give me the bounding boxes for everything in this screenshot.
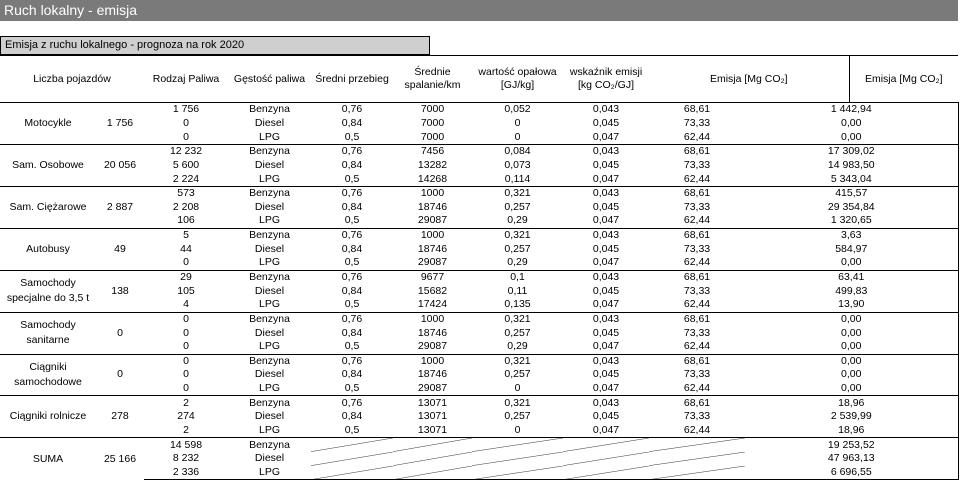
fuel-emission: 18,96 bbox=[838, 424, 865, 437]
table-row bbox=[0, 242, 958, 256]
fuel-count: 105 bbox=[177, 284, 195, 297]
avg-consumption: 0 bbox=[514, 382, 521, 395]
vehicle-category: Ciągniki samochodowe bbox=[0, 354, 96, 396]
vehicle-category: Autobusy bbox=[0, 228, 96, 270]
fuel-density: 0,5 bbox=[344, 424, 360, 437]
fuel-type: Benzyna bbox=[228, 144, 311, 158]
calorific-value: 0,045 bbox=[592, 200, 620, 213]
fuel-type: LPG bbox=[228, 466, 311, 480]
calorific-value: 0,045 bbox=[592, 284, 620, 297]
sheet-title: Ruch lokalny - emisja bbox=[0, 0, 958, 21]
avg-consumption: 0,052 bbox=[472, 103, 563, 117]
calorific-value: 0,043 bbox=[563, 396, 649, 410]
fuel-density: 0,84 bbox=[341, 200, 363, 213]
avg-mileage: 13282 bbox=[417, 158, 448, 171]
calorific-value: 0,043 bbox=[563, 144, 649, 158]
avg-mileage: 13071 bbox=[393, 396, 472, 410]
fuel-emission: 1 442,94 bbox=[745, 103, 958, 117]
table-row bbox=[0, 103, 958, 117]
fuel-type: Diesel bbox=[254, 158, 285, 171]
avg-mileage: 29087 bbox=[417, 214, 448, 227]
fuel-emission: 2 539,99 bbox=[830, 410, 872, 423]
fuel-emission: 0,00 bbox=[745, 312, 958, 326]
table-row bbox=[0, 144, 958, 158]
fuel-density: 0,5 bbox=[344, 172, 360, 185]
fuel-count: 274 bbox=[177, 410, 195, 423]
calorific-value: 0,045 bbox=[592, 116, 620, 129]
table-row bbox=[0, 354, 958, 368]
avg-consumption: 0 bbox=[514, 116, 521, 129]
empty-cell bbox=[649, 438, 745, 452]
fuel-density: 0,5 bbox=[344, 382, 360, 395]
calorific-value: 0,043 bbox=[563, 270, 649, 284]
fuel-type: Diesel bbox=[254, 368, 285, 381]
fuel-emission: 415,57 bbox=[745, 186, 958, 200]
fuel-emission: 18,96 bbox=[745, 396, 958, 410]
vehicle-count: 138 bbox=[96, 270, 144, 312]
cross-hatch-icon bbox=[649, 452, 745, 466]
empty-cell bbox=[563, 438, 649, 452]
emission-factor: 68,61 bbox=[649, 396, 745, 410]
emission-factor: 68,61 bbox=[649, 186, 745, 200]
fuel-type: Benzyna bbox=[228, 312, 311, 326]
fuel-type: Diesel bbox=[254, 452, 285, 465]
emission-factor: 68,61 bbox=[649, 354, 745, 368]
avg-consumption: 0,321 bbox=[472, 396, 563, 410]
vehicle-category: Samochody sanitarne bbox=[0, 312, 96, 354]
fuel-count: 1 756 bbox=[144, 103, 228, 117]
table-row bbox=[0, 214, 958, 228]
emission-factor: 73,33 bbox=[683, 158, 711, 171]
fuel-type: Diesel bbox=[254, 410, 285, 423]
emission-factor: 62,44 bbox=[683, 172, 711, 185]
fuel-emission: 0,00 bbox=[841, 340, 862, 353]
avg-consumption: 0 bbox=[514, 424, 521, 437]
calorific-value: 0,045 bbox=[592, 368, 620, 381]
calorific-value: 0,043 bbox=[563, 228, 649, 242]
table-row bbox=[0, 396, 958, 410]
fuel-density: 0,84 bbox=[341, 284, 363, 297]
fuel-density: 0,76 bbox=[311, 103, 393, 117]
fuel-count: 0 bbox=[144, 354, 228, 368]
empty-cell bbox=[472, 452, 563, 466]
fuel-type: Benzyna bbox=[228, 354, 311, 368]
fuel-count: 0 bbox=[183, 382, 189, 395]
table-row bbox=[0, 159, 958, 173]
fuel-emission: 0,00 bbox=[745, 354, 958, 368]
fuel-emission: 5 343,04 bbox=[830, 172, 872, 185]
emission-factor: 62,44 bbox=[683, 256, 711, 269]
avg-mileage: 17424 bbox=[417, 298, 448, 311]
table-row bbox=[0, 130, 958, 144]
emission-factor: 62,44 bbox=[683, 424, 711, 437]
fuel-density: 0,84 bbox=[341, 410, 363, 423]
fuel-emission: 499,83 bbox=[835, 284, 868, 297]
fuel-emission: 47 963,13 bbox=[827, 452, 875, 465]
cross-hatch-icon bbox=[563, 466, 649, 480]
avg-consumption: 0,257 bbox=[504, 326, 531, 339]
cross-hatch-icon bbox=[563, 438, 649, 452]
empty-cell bbox=[472, 466, 563, 480]
fuel-density: 0,76 bbox=[311, 396, 393, 410]
fuel-count: 0 bbox=[183, 368, 189, 381]
avg-consumption: 0,114 bbox=[504, 172, 531, 185]
cross-hatch-icon bbox=[563, 452, 649, 466]
summary-row bbox=[0, 438, 958, 452]
fuel-count: 0 bbox=[183, 130, 189, 143]
fuel-density: 0,5 bbox=[344, 298, 360, 311]
fuel-density: 0,76 bbox=[311, 186, 393, 200]
avg-mileage: 7000 bbox=[420, 116, 445, 129]
avg-mileage: 18746 bbox=[417, 368, 448, 381]
fuel-type: Benzyna bbox=[228, 396, 311, 410]
fuel-type: Benzyna bbox=[228, 186, 311, 200]
cross-hatch-icon bbox=[311, 438, 393, 452]
fuel-emission: 0,00 bbox=[841, 130, 862, 143]
fuel-count: 2 208 bbox=[172, 200, 200, 213]
header-total: Emisja [Mg CO₂] bbox=[849, 56, 958, 103]
table-row bbox=[0, 368, 958, 382]
fuel-density: 0,5 bbox=[344, 214, 360, 227]
fuel-type: Benzyna bbox=[228, 228, 311, 242]
fuel-count: 0 bbox=[183, 256, 189, 269]
table-row bbox=[0, 410, 958, 424]
fuel-type: LPG bbox=[259, 256, 281, 269]
fuel-type: LPG bbox=[259, 130, 281, 143]
vehicle-count: 278 bbox=[96, 396, 144, 438]
calorific-value: 0,043 bbox=[563, 103, 649, 117]
summary-row bbox=[0, 466, 958, 480]
empty-cell bbox=[393, 466, 472, 480]
fuel-count: 573 bbox=[144, 186, 228, 200]
emission-factor: 68,61 bbox=[649, 228, 745, 242]
header-emission: Emisja [Mg CO₂] bbox=[649, 56, 849, 103]
fuel-emission: 0,00 bbox=[841, 368, 862, 381]
fuel-count: 2 bbox=[144, 396, 228, 410]
avg-mileage: 7456 bbox=[393, 144, 472, 158]
fuel-type: Diesel bbox=[254, 116, 285, 129]
avg-mileage: 29087 bbox=[417, 340, 448, 353]
vehicle-category: Sam. Osobowe bbox=[0, 144, 96, 186]
emission-factor: 62,44 bbox=[683, 340, 711, 353]
header-fuel: Rodzaj Paliwa bbox=[144, 56, 228, 103]
calorific-value: 0,047 bbox=[592, 130, 620, 143]
table-body bbox=[0, 103, 958, 480]
avg-consumption: 0 bbox=[514, 130, 521, 143]
calorific-value: 0,045 bbox=[592, 326, 620, 339]
fuel-count: 44 bbox=[180, 242, 192, 255]
fuel-count: 5 bbox=[144, 228, 228, 242]
empty-cell bbox=[649, 452, 745, 466]
empty-cell bbox=[393, 452, 472, 466]
fuel-density: 0,84 bbox=[341, 242, 363, 255]
avg-consumption: 0,084 bbox=[472, 144, 563, 158]
avg-consumption: 0,135 bbox=[504, 298, 531, 311]
fuel-density: 0,76 bbox=[311, 270, 393, 284]
calorific-value: 0,043 bbox=[563, 186, 649, 200]
header-row bbox=[0, 56, 958, 103]
fuel-density: 0,84 bbox=[341, 326, 363, 339]
cross-hatch-icon bbox=[311, 466, 393, 480]
fuel-density: 0,5 bbox=[344, 130, 360, 143]
summary-label: SUMA bbox=[0, 438, 96, 480]
calorific-value: 0,047 bbox=[592, 172, 620, 185]
avg-consumption: 0,29 bbox=[507, 340, 528, 353]
fuel-type: Benzyna bbox=[228, 270, 311, 284]
avg-consumption: 0,257 bbox=[504, 368, 531, 381]
empty-cell bbox=[563, 466, 649, 480]
emission-factor: 62,44 bbox=[683, 130, 711, 143]
avg-mileage: 1000 bbox=[393, 354, 472, 368]
emission-factor: 68,61 bbox=[649, 270, 745, 284]
avg-mileage: 7000 bbox=[420, 130, 445, 143]
avg-consumption: 0,257 bbox=[504, 200, 531, 213]
fuel-type: Benzyna bbox=[228, 103, 311, 117]
fuel-count: 14 598 bbox=[144, 438, 228, 452]
fuel-type: LPG bbox=[259, 340, 281, 353]
avg-mileage: 7000 bbox=[393, 103, 472, 117]
avg-mileage: 9677 bbox=[393, 270, 472, 284]
avg-consumption: 0,1 bbox=[472, 270, 563, 284]
fuel-density: 0,84 bbox=[341, 116, 363, 129]
avg-consumption: 0,321 bbox=[472, 186, 563, 200]
fuel-type: Diesel bbox=[254, 326, 285, 339]
calorific-value: 0,043 bbox=[563, 312, 649, 326]
avg-mileage: 29087 bbox=[417, 382, 448, 395]
vehicle-count: 20 056 bbox=[96, 144, 144, 186]
fuel-emission: 1 320,65 bbox=[830, 214, 872, 227]
avg-mileage: 15682 bbox=[417, 284, 448, 297]
fuel-density: 0,5 bbox=[344, 256, 360, 269]
fuel-count: 0 bbox=[183, 326, 189, 339]
cross-hatch-icon bbox=[472, 438, 563, 452]
fuel-type: LPG bbox=[259, 214, 281, 227]
emission-table bbox=[0, 55, 958, 480]
table-row bbox=[0, 200, 958, 214]
calorific-value: 0,047 bbox=[592, 382, 620, 395]
summary-count: 25 166 bbox=[96, 438, 144, 480]
avg-mileage: 13071 bbox=[417, 410, 448, 423]
vehicle-category: Motocykle bbox=[0, 103, 96, 145]
table-row bbox=[0, 284, 958, 298]
cross-hatch-icon bbox=[311, 452, 393, 466]
emission-factor: 73,33 bbox=[683, 242, 711, 255]
calorific-value: 0,047 bbox=[592, 256, 620, 269]
fuel-emission: 63,41 bbox=[745, 270, 958, 284]
avg-mileage: 18746 bbox=[417, 200, 448, 213]
cross-hatch-icon bbox=[472, 452, 563, 466]
fuel-emission: 17 309,02 bbox=[745, 144, 958, 158]
fuel-density: 0,84 bbox=[341, 368, 363, 381]
avg-mileage: 29087 bbox=[417, 256, 448, 269]
calorific-value: 0,045 bbox=[592, 242, 620, 255]
fuel-emission: 0,00 bbox=[841, 116, 862, 129]
fuel-count: 2 bbox=[183, 424, 189, 437]
calorific-value: 0,047 bbox=[592, 340, 620, 353]
summary-row bbox=[0, 452, 958, 466]
empty-cell bbox=[311, 438, 393, 452]
cross-hatch-icon bbox=[393, 466, 472, 480]
cross-hatch-icon bbox=[649, 466, 745, 480]
cross-hatch-icon bbox=[472, 466, 563, 480]
avg-mileage: 1000 bbox=[393, 186, 472, 200]
empty-cell bbox=[649, 466, 745, 480]
avg-consumption: 0,321 bbox=[472, 228, 563, 242]
calorific-value: 0,047 bbox=[592, 424, 620, 437]
table-row bbox=[0, 270, 958, 284]
avg-consumption: 0,11 bbox=[507, 284, 528, 297]
fuel-emission: 29 354,84 bbox=[827, 200, 875, 213]
fuel-count: 0 bbox=[183, 340, 189, 353]
table-row bbox=[0, 117, 958, 131]
emission-factor: 73,33 bbox=[683, 284, 711, 297]
avg-consumption: 0,257 bbox=[504, 410, 531, 423]
emission-factor: 62,44 bbox=[683, 214, 711, 227]
fuel-count: 0 bbox=[144, 312, 228, 326]
header-factor: wskaźnik emisji [kg CO₂/GJ] bbox=[563, 56, 649, 103]
fuel-emission: 3,63 bbox=[745, 228, 958, 242]
table-row bbox=[0, 298, 958, 312]
fuel-type: Diesel bbox=[254, 200, 285, 213]
vehicle-count: 49 bbox=[96, 228, 144, 270]
avg-consumption: 0,257 bbox=[504, 242, 531, 255]
vehicle-count: 2 887 bbox=[96, 186, 144, 228]
vehicle-count: 0 bbox=[96, 354, 144, 396]
avg-consumption: 0,321 bbox=[472, 354, 563, 368]
fuel-type: Diesel bbox=[254, 242, 285, 255]
vehicle-category: Sam. Ciężarowe bbox=[0, 186, 96, 228]
fuel-count: 106 bbox=[177, 214, 195, 227]
avg-mileage: 1000 bbox=[393, 228, 472, 242]
fuel-count: 29 bbox=[144, 270, 228, 284]
vehicle-category: Ciągniki rolnicze bbox=[0, 396, 96, 438]
fuel-count: 4 bbox=[183, 298, 189, 311]
fuel-density: 0,5 bbox=[344, 340, 360, 353]
fuel-emission: 19 253,52 bbox=[745, 438, 958, 452]
cross-hatch-icon bbox=[393, 452, 472, 466]
table-row bbox=[0, 424, 958, 438]
table-row bbox=[0, 172, 958, 186]
calorific-value: 0,045 bbox=[592, 410, 620, 423]
table-row bbox=[0, 228, 958, 242]
avg-consumption: 0,29 bbox=[507, 214, 528, 227]
emission-factor: 73,33 bbox=[683, 410, 711, 423]
fuel-count: 8 232 bbox=[172, 452, 200, 465]
fuel-emission: 0,00 bbox=[841, 326, 862, 339]
calorific-value: 0,047 bbox=[592, 214, 620, 227]
emission-factor: 73,33 bbox=[683, 116, 711, 129]
fuel-count: 5 600 bbox=[172, 158, 200, 171]
fuel-density: 0,84 bbox=[341, 158, 363, 171]
fuel-emission: 0,00 bbox=[841, 256, 862, 269]
fuel-density: 0,76 bbox=[311, 228, 393, 242]
fuel-density: 0,76 bbox=[311, 312, 393, 326]
fuel-type: LPG bbox=[259, 172, 281, 185]
table-row bbox=[0, 326, 958, 340]
header-consumption: Średnie spalanie/km bbox=[393, 56, 472, 103]
calorific-value: 0,047 bbox=[592, 298, 620, 311]
avg-mileage: 18746 bbox=[417, 326, 448, 339]
fuel-density: 0,76 bbox=[311, 144, 393, 158]
fuel-count: 0 bbox=[183, 116, 189, 129]
avg-mileage: 14268 bbox=[417, 172, 448, 185]
vehicle-count: 0 bbox=[96, 312, 144, 354]
empty-cell bbox=[563, 452, 649, 466]
avg-consumption: 0,29 bbox=[507, 256, 528, 269]
fuel-type: Diesel bbox=[254, 284, 285, 297]
emission-factor: 73,33 bbox=[683, 200, 711, 213]
table-row bbox=[0, 312, 958, 326]
empty-cell bbox=[393, 438, 472, 452]
header-count: Liczba pojazdów bbox=[0, 56, 144, 103]
cross-hatch-icon bbox=[649, 438, 745, 452]
fuel-emission: 14 983,50 bbox=[827, 158, 875, 171]
vehicle-count: 1 756 bbox=[96, 103, 144, 145]
emission-factor: 62,44 bbox=[683, 298, 711, 311]
fuel-count: 12 232 bbox=[144, 144, 228, 158]
empty-cell bbox=[311, 466, 393, 480]
header-mileage: Średni przebieg bbox=[311, 56, 393, 103]
fuel-count: 2 224 bbox=[172, 172, 200, 185]
fuel-type: LPG bbox=[259, 424, 281, 437]
fuel-emission: 13,90 bbox=[838, 298, 865, 311]
header-density: Gęstość paliwa bbox=[228, 56, 311, 103]
calorific-value: 0,043 bbox=[563, 354, 649, 368]
fuel-emission: 584,97 bbox=[835, 242, 868, 255]
emission-factor: 73,33 bbox=[683, 368, 711, 381]
table-row bbox=[0, 340, 958, 354]
empty-cell bbox=[311, 452, 393, 466]
fuel-emission: 6 696,55 bbox=[745, 466, 958, 480]
empty-cell bbox=[472, 438, 563, 452]
fuel-density: 0,76 bbox=[311, 354, 393, 368]
emission-factor: 62,44 bbox=[683, 382, 711, 395]
avg-mileage: 13071 bbox=[417, 424, 448, 437]
avg-mileage: 1000 bbox=[393, 312, 472, 326]
emission-factor: 73,33 bbox=[683, 326, 711, 339]
emission-factor: 68,61 bbox=[649, 312, 745, 326]
fuel-count: 2 336 bbox=[144, 466, 228, 480]
emission-factor: 68,61 bbox=[649, 103, 745, 117]
fuel-emission: 0,00 bbox=[841, 382, 862, 395]
emission-factor: 68,61 bbox=[649, 144, 745, 158]
fuel-type: LPG bbox=[259, 298, 281, 311]
table-row bbox=[0, 256, 958, 270]
cross-hatch-icon bbox=[393, 438, 472, 452]
calorific-value: 0,045 bbox=[592, 158, 620, 171]
vehicle-category: Samochody specjalne do 3,5 t bbox=[0, 270, 96, 312]
table-row bbox=[0, 382, 958, 396]
avg-consumption: 0,073 bbox=[504, 158, 531, 171]
avg-consumption: 0,321 bbox=[472, 312, 563, 326]
fuel-type: Benzyna bbox=[228, 438, 311, 452]
table-subtitle: Emisja z ruchu lokalnego - prognoza na rok 2020 bbox=[0, 36, 430, 55]
header-calorific: wartość opałowa [GJ/kg] bbox=[472, 56, 563, 103]
table-row bbox=[0, 186, 958, 200]
fuel-type: LPG bbox=[259, 382, 281, 395]
avg-mileage: 18746 bbox=[417, 242, 448, 255]
